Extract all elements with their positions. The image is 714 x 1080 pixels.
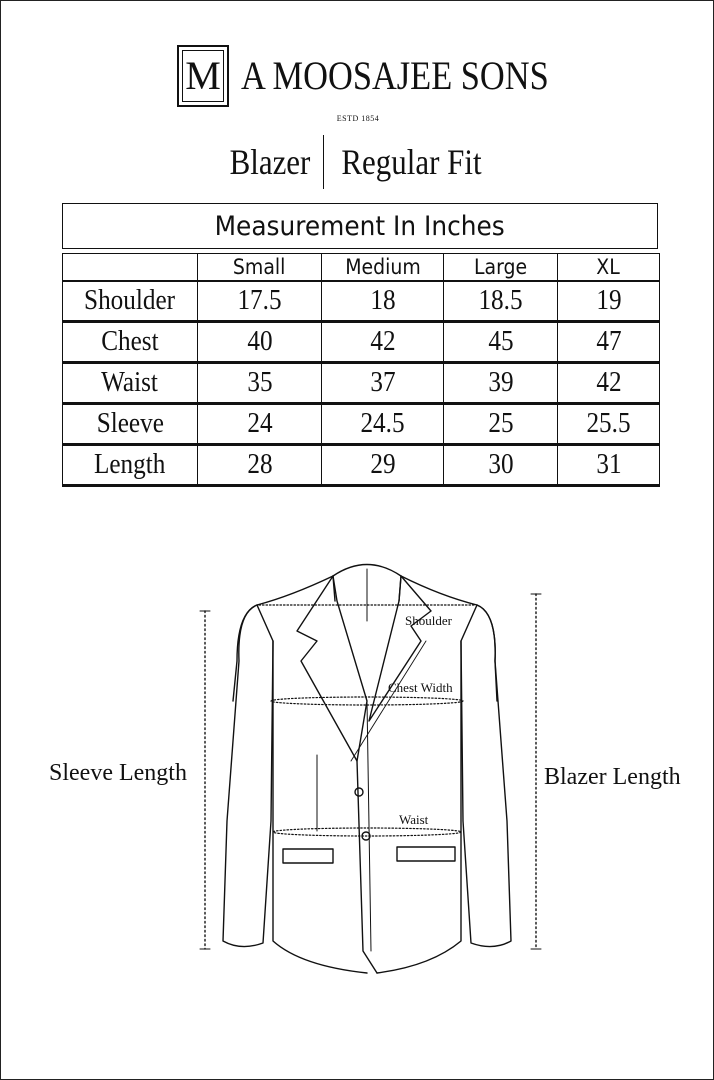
left-pocket (283, 849, 333, 863)
table-cell: 25.5 (558, 404, 660, 445)
table-cell: 30 (444, 445, 558, 486)
table-cell: 45 (444, 322, 558, 363)
right-pocket (397, 847, 455, 861)
table-title-text: Measurement In Inches (214, 210, 506, 242)
brand-name: A MOOSAJEE SONS (241, 53, 549, 98)
left-lapel (297, 576, 367, 761)
row-label: Shoulder (63, 281, 198, 322)
row-label: Waist (63, 363, 198, 404)
table-cell: 42 (322, 322, 444, 363)
table-row (63, 322, 660, 363)
table-cell: 28 (198, 445, 322, 486)
waist-label: Waist (399, 812, 429, 827)
column-header-large: Large (444, 254, 558, 282)
blazer-length-label: Blazer Length (544, 764, 681, 790)
table-cell: 39 (444, 363, 558, 404)
right-sleeve (461, 605, 511, 947)
table-cell: 19 (558, 281, 660, 322)
table-row (63, 404, 660, 445)
row-label: Chest (63, 322, 198, 363)
table-cell: 17.5 (198, 281, 322, 322)
shoulder-label: Shoulder (405, 613, 452, 628)
brand-header (177, 45, 599, 107)
size-table (62, 253, 660, 487)
table-cell: 24 (198, 404, 322, 445)
blazer-diagram (1, 541, 714, 1001)
table-row (63, 363, 660, 404)
column-header-xl: XL (558, 254, 660, 282)
table-cell: 40 (198, 322, 322, 363)
row-label: Sleeve (63, 404, 198, 445)
column-header-medium: Medium (322, 254, 444, 282)
table-cell: 18.5 (444, 281, 558, 322)
left-body (257, 605, 367, 973)
sleeve-length-label: Sleeve Length (49, 760, 187, 786)
table-header-row (63, 254, 660, 282)
brand-logo-letter: M (182, 50, 224, 102)
table-cell: 42 (558, 363, 660, 404)
left-shoulder (233, 576, 333, 701)
table-cell: 31 (558, 445, 660, 486)
table-cell: 37 (322, 363, 444, 404)
table-row (63, 281, 660, 322)
column-header-small: Small (198, 254, 322, 282)
button-top (355, 788, 363, 796)
table-cell: 25 (444, 404, 558, 445)
left-sleeve (223, 605, 273, 947)
chest-width-label: Chest Width (388, 680, 453, 695)
column-header (63, 254, 198, 282)
table-cell: 18 (322, 281, 444, 322)
table-row (63, 445, 660, 486)
product-heading (1, 135, 714, 189)
brand-established: ESTD 1854 (336, 114, 380, 123)
table-cell: 35 (198, 363, 322, 404)
table-cell: 24.5 (322, 404, 444, 445)
table-title (62, 203, 658, 249)
brand-logo (177, 45, 229, 107)
row-label: Length (63, 445, 198, 486)
table-cell: 47 (558, 322, 660, 363)
heading-divider (323, 135, 325, 189)
table-cell: 29 (322, 445, 444, 486)
product-fit: Regular Fit (341, 142, 482, 182)
product-name: Blazer (229, 142, 311, 182)
